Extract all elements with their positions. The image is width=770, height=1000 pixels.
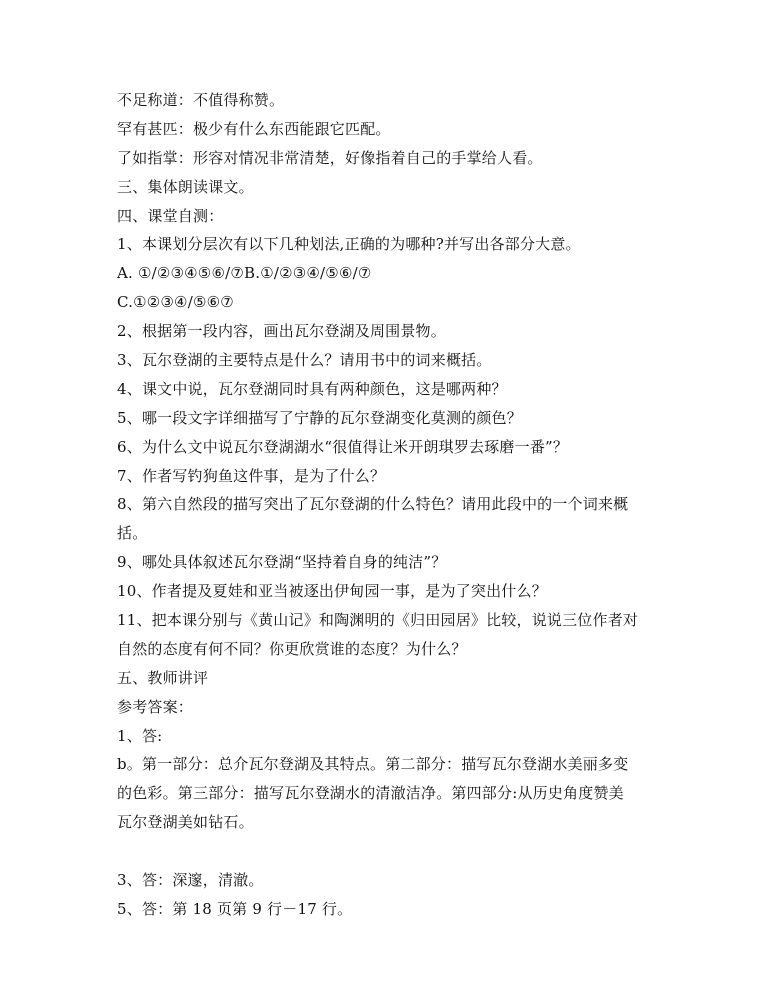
question-2: 2、根据第一段内容，画出瓦尔登湖及周围景物。 xyxy=(117,322,446,341)
question-7: 7、作者写钓狗鱼这件事，是为了什么？ xyxy=(117,466,386,485)
term-definition-buzuchengdao: 不足称道：不值得称赞。 xyxy=(117,91,285,109)
question-9: 9、哪处具体叙述瓦尔登湖“坚持着自身的纯洁”？ xyxy=(117,553,447,572)
answers-heading: 参考答案： xyxy=(117,697,194,716)
answer-1-label: 1、答: xyxy=(117,726,163,745)
question-1: 1、本课划分层次有以下几种划法,正确的为哪种?并写出各部分大意。 xyxy=(117,235,581,254)
blank-line xyxy=(117,837,677,866)
answer-3: 3、答：深邃，清澈。 xyxy=(117,871,264,890)
answer-1-text-end: 瓦尔登湖美如钻石。 xyxy=(117,813,254,832)
question-1-option-c: C.①②③④/⑤⑥⑦ xyxy=(117,293,234,312)
question-8: 8、第六自然段的描写突出了瓦尔登湖的什么特色？请用此段中的一个词来概 xyxy=(117,495,629,514)
question-6: 6、为什么文中说瓦尔登湖湖水“很值得让米开朗琪罗去琢磨一番”？ xyxy=(117,437,569,456)
section-heading-4: 四、课堂自测： xyxy=(117,206,224,225)
term-definition-liaoruzhizhang: 了如指掌：形容对情况非常清楚，好像指着自己的手掌给人看。 xyxy=(117,148,543,167)
question-4: 4、课文中说，瓦尔登湖同时具有两种颜色，这是哪两种？ xyxy=(117,379,507,398)
question-11: 11、把本课分别与《黄山记》和陶渊明的《归田园居》比较，说说三位作者对 xyxy=(117,611,639,630)
answer-1-text: b。第一部分：总介瓦尔登湖及其特点。第二部分：描写瓦尔登湖水美丽多变 xyxy=(117,755,629,774)
question-1-options-ab: A. ①/②③④⑤⑥/⑦B.①/②③④/⑤⑥/⑦ xyxy=(117,264,372,283)
answer-5: 5、答：第 18 页第 9 行－17 行。 xyxy=(117,899,353,918)
answer-1-text-continued: 的色彩。第三部分：描写瓦尔登湖水的清澈洁净。第四部分:从历史角度赞美 xyxy=(117,784,624,803)
question-10: 10、作者提及夏娃和亚当被逐出伊甸园一事，是为了突出什么？ xyxy=(117,582,547,601)
term-definition-hanyoushenpi: 罕有甚匹：极少有什么东西能跟它匹配。 xyxy=(117,119,391,138)
section-heading-5: 五、教师讲评 xyxy=(117,668,209,687)
question-8-continued: 括。 xyxy=(117,524,148,543)
section-heading-3: 三、集体朗读课文。 xyxy=(117,177,254,196)
document-page xyxy=(117,86,677,924)
question-11-continued: 自然的态度有何不同？你更欣赏谁的态度？为什么？ xyxy=(117,639,467,658)
question-5: 5、哪一段文字详细描写了宁静的瓦尔登湖变化莫测的颜色？ xyxy=(117,408,522,427)
question-3: 3、瓦尔登湖的主要特点是什么？请用书中的词来概括。 xyxy=(117,351,492,370)
